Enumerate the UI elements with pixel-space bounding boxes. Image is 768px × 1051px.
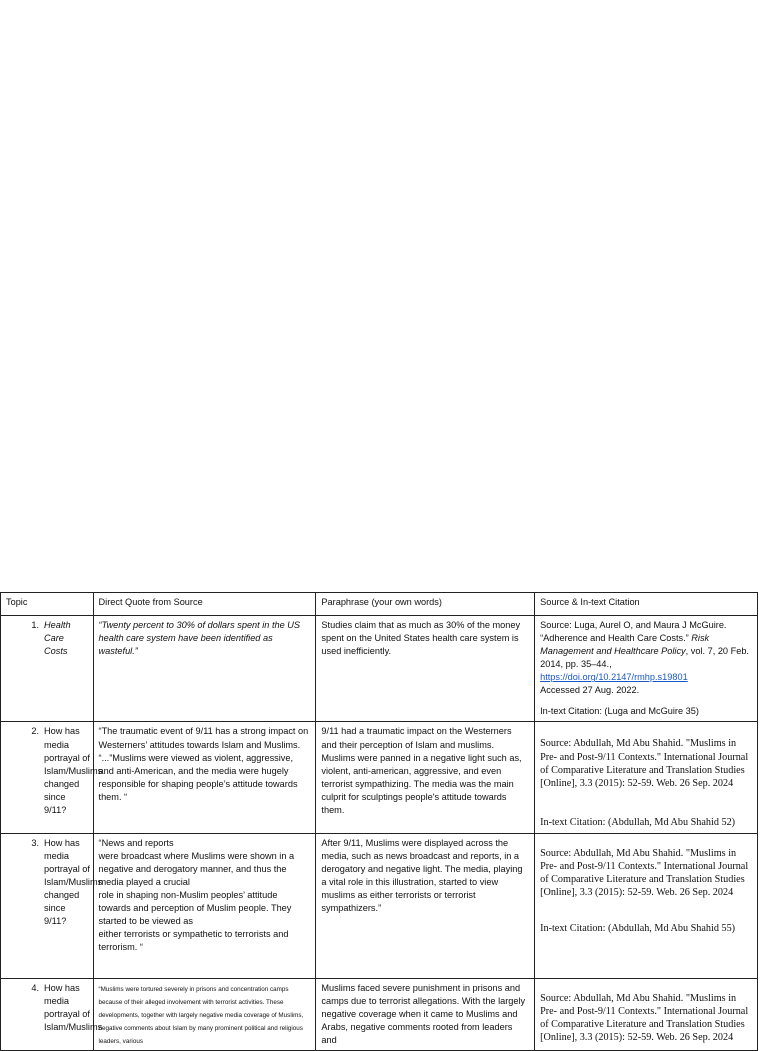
quote-text: were broadcast where Muslims were shown in a negative and derogatory manner, and thus the media played a crucial	[98, 850, 295, 887]
header-source-citation: Source & In-text Citation	[535, 593, 758, 616]
quote-cell	[93, 722, 316, 833]
quote-text: role in shaping non-Muslim peoples’ attitude towards and perception of Muslim people. They started to be viewed as	[98, 889, 292, 927]
quote-text: “The traumatic event of 9/11 has a strong impact on Westerners’ attitudes towards Islam and Muslims. “...”Muslims were viewed as violent, aggressive, and anti-American, and the media were hugely responsible for shaping people’s attitude towards them. “	[98, 726, 309, 802]
paraphrase-cell	[316, 978, 535, 1050]
quote-text: “Twenty percent to 30% of dollars spent in the US health care system have been identified as wasteful.”	[98, 620, 301, 657]
quote-text: either terrorists or sympathetic to terrorists and terrorism. “	[98, 929, 289, 953]
source-cell	[535, 722, 758, 833]
paraphrase-cell	[316, 833, 535, 978]
source-volume: , vol. 7, 20 Feb. 2014, pp. 35–44.,	[540, 646, 749, 670]
header-topic: Topic	[1, 593, 94, 616]
source-text: Source: Abdullah, Md Abu Shahid. "Muslims in Pre- and Post-9/11 Contexts." International Journal of Comparative Literature and Translation Studies [Online], 3.3 (2015): 52-59. Web. 26 Sep. 2024	[540, 738, 749, 790]
source-text	[540, 619, 752, 671]
source-authors-title: Source: Luga, Aurel O, and Maura J McGuire. “Adherence and Health Care Costs.”	[540, 620, 727, 644]
topic-text: Health Care Costs	[44, 620, 71, 657]
topic-text: How has media portrayal of Islam/Muslims changed since 9/11?	[44, 726, 103, 815]
row-number: 1.	[31, 620, 39, 630]
paraphrase-text: 9/11 had a traumatic impact on the Westerners and their perception of Islam and muslims. Muslims were panned in a negative light such as, violent, anti-american, aggressive, and even terrorist sympathizing. The media was the main culprit for sculptings people's attitude towards them.	[321, 726, 522, 815]
table-row	[1, 722, 758, 833]
in-text-citation: In-text Citation: (Abdullah, Md Abu Shahid 52)	[540, 817, 736, 829]
research-table	[0, 592, 758, 1051]
paraphrase-cell	[316, 722, 535, 833]
source-cell	[535, 978, 758, 1050]
paraphrase-text: Muslims faced severe punishment in prisons and camps due to terrorist allegations. With the largely negative coverage when it came to Muslims and Arabs, negative comments rooted from leaders and	[321, 982, 526, 1045]
paraphrase-text: Studies claim that as much as 30% of the money spent on the United States health care system is used inefficiently.	[321, 620, 521, 657]
quote-text: “News and reports	[98, 837, 174, 848]
quote-cell	[93, 616, 316, 722]
paraphrase-cell	[316, 616, 535, 722]
row-number: 3.	[31, 837, 39, 848]
row-number: 4.	[31, 982, 39, 993]
quote-cell	[93, 978, 316, 1050]
header-paraphrase: Paraphrase (your own words)	[316, 593, 535, 616]
topic-cell	[1, 978, 103, 1050]
source-journal: Risk Management and Healthcare Policy	[540, 633, 710, 657]
quote-text: “Muslims were tortured severely in prisons and concentration camps because of their alleged involvement with terrorist activities. These developments, together with largely negative media coverage of Muslims, negative comments about Islam by many prominent political and religious leaders, various	[98, 985, 304, 1045]
source-text: Source: Abdullah, Md Abu Shahid. "Muslims in Pre- and Post-9/11 Contexts." International Journal of Comparative Literature and Translation Studies [Online], 3.3 (2015): 52-59. Web. 26 Sep. 2024	[540, 992, 749, 1044]
in-text-citation: In-text Citation: (Abdullah, Md Abu Shahid 55)	[540, 922, 736, 934]
quote-cell	[93, 833, 316, 978]
table-row	[1, 978, 758, 1050]
accessed-date: Accessed 27 Aug. 2022.	[540, 685, 640, 696]
source-text: Source: Abdullah, Md Abu Shahid. "Muslims in Pre- and Post-9/11 Contexts." International Journal of Comparative Literature and Translation Studies [Online], 3.3 (2015): 52-59. Web. 26 Sep. 2024	[540, 847, 749, 899]
header-direct-quote: Direct Quote from Source	[93, 593, 316, 616]
row-number: 2.	[31, 726, 39, 737]
topic-cell	[1, 616, 94, 722]
doi-link[interactable]: https://doi.org/10.2147/rmhp.s19801	[540, 672, 688, 683]
table-header-row	[1, 593, 758, 616]
table-row	[1, 833, 758, 978]
topic-text: How has media portrayal of Islam/Muslims	[44, 982, 103, 1032]
topic-cell	[1, 833, 103, 978]
paraphrase-text: After 9/11, Muslims were displayed across the media, such as news broadcast and reports, in a derogatory and negative light. The media, playing a vital role in this illustration, started to view muslims as either terrorists or terrorist sympathizers.”	[321, 837, 523, 913]
in-text-citation: In-text Citation: (Luga and McGuire 35)	[540, 706, 699, 717]
source-cell	[535, 616, 758, 722]
source-cell	[535, 833, 758, 978]
topic-cell	[1, 722, 103, 833]
table-row	[1, 616, 758, 722]
topic-text: How has media portrayal of Islam/Muslims changed since 9/11?	[44, 837, 103, 927]
